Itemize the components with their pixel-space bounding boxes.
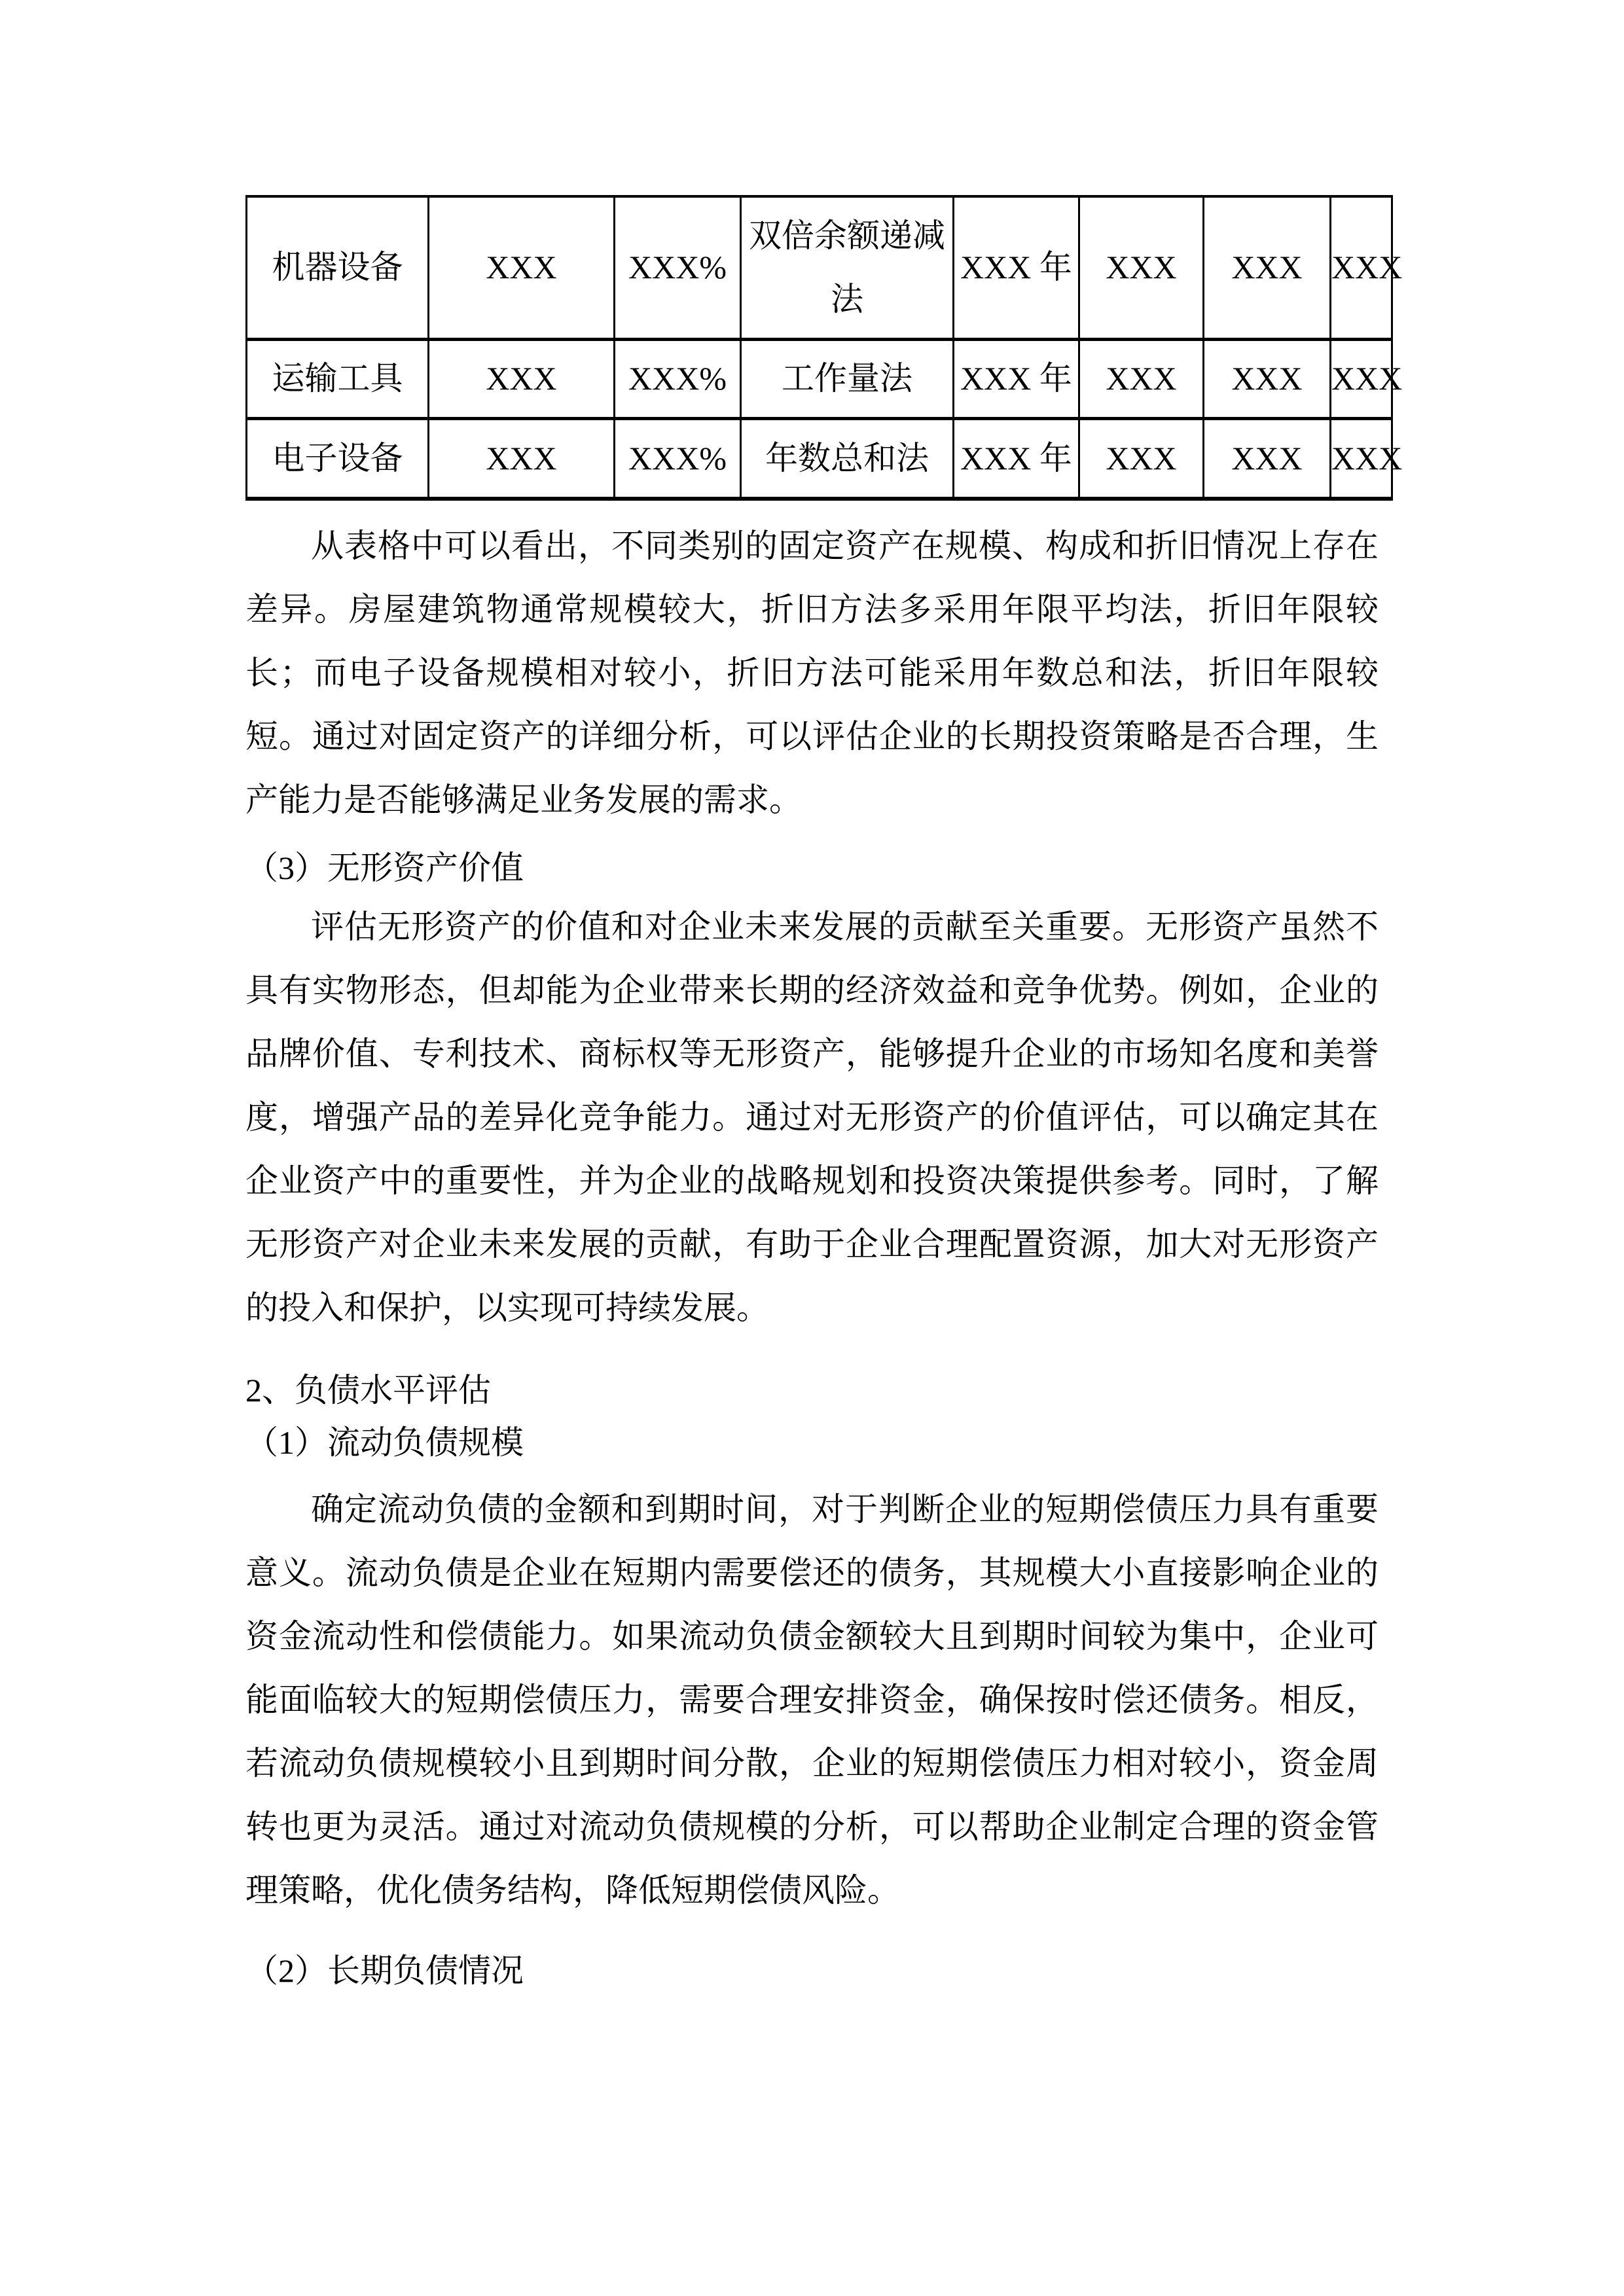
table-cell: 工作量法: [741, 339, 954, 418]
table-cell: XXX: [1079, 418, 1204, 499]
table-cell: 年数总和法: [741, 418, 954, 499]
table-row: [247, 418, 1392, 499]
table-cell: XXX: [1204, 339, 1331, 418]
table-cell: XXX%: [615, 196, 741, 339]
table-cell: 电子设备: [247, 418, 429, 499]
table-row: [247, 339, 1392, 418]
table-cell: 运输工具: [247, 339, 429, 418]
table-cell: XXX: [429, 339, 615, 418]
text-line: 转也更为灵活。通过对流动负债规模的分析，可以帮助企业制定合理的资金管: [245, 1808, 1379, 1845]
paragraph-intangible-asset-analysis: [245, 895, 1379, 1340]
heading-debt-level-assessment: 2、负债水平评估: [245, 1372, 491, 1408]
table-cell: XXX 年: [954, 196, 1079, 339]
table-cell: XXX%: [615, 418, 741, 499]
text-line: 从表格中可以看出，不同类别的固定资产在规模、构成和折旧情况上存在: [311, 528, 1379, 564]
heading-current-liability-scale: （1）流动负债规模: [245, 1424, 524, 1461]
table-cell: 双倍余额递减法: [741, 196, 954, 339]
table-cell: 机器设备: [247, 196, 429, 339]
text-line: 企业资产中的重要性，并为企业的战略规划和投资决策提供参考。同时，了解: [245, 1162, 1379, 1199]
table-cell: XXX 年: [954, 339, 1079, 418]
text-line: 具有实物形态，但却能为企业带来长期的经济效益和竞争优势。例如，企业的: [245, 972, 1379, 1009]
table-cell: XXX: [1204, 418, 1331, 499]
text-line: 理策略，优化债务结构，降低短期偿债风险。: [245, 1872, 900, 1909]
text-line: 无形资产对企业未来发展的贡献，有助于企业合理配置资源，加大对无形资产: [245, 1226, 1379, 1263]
text-line: 确定流动负债的金额和到期时间，对于判断企业的短期偿债压力具有重要: [311, 1491, 1379, 1528]
text-line: 短。通过对固定资产的详细分析，可以评估企业的长期投资策略是否合理，生: [245, 718, 1379, 755]
table-cell: XXX: [1079, 339, 1204, 418]
table-cell: XXX: [1331, 196, 1392, 339]
heading-long-term-liability: （2）长期负债情况: [245, 1952, 524, 1989]
paragraph-fixed-asset-analysis: [245, 514, 1379, 832]
paragraph-current-liability-analysis: [245, 1478, 1379, 1922]
table-cell: XXX 年: [954, 418, 1079, 499]
fixed-asset-table-body: [247, 196, 1403, 499]
text-line: 度，增强产品的差异化竞争能力。通过对无形资产的价值评估，可以确定其在: [245, 1099, 1379, 1136]
text-line: 品牌价值、专利技术、商标权等无形资产，能够提升企业的市场知名度和美誉: [245, 1035, 1379, 1072]
text-line: 意义。流动负债是企业在短期内需要偿还的债务，其规模大小直接影响企业的: [245, 1554, 1379, 1591]
text-line: 评估无形资产的价值和对企业未来发展的贡献至关重要。无形资产虽然不: [311, 908, 1379, 945]
text-line: 资金流动性和偿债能力。如果流动负债金额较大且到期时间较为集中，企业可: [245, 1618, 1379, 1655]
fixed-asset-table: [245, 195, 1403, 501]
table-cell: XXX: [429, 418, 615, 499]
table-cell: XXX: [1331, 418, 1392, 499]
table-row: [247, 196, 1392, 339]
text-line: 若流动负债规模较小且到期时间分散，企业的短期偿债压力相对较小，资金周: [245, 1745, 1379, 1782]
text-line: 的投入和保护，以实现可持续发展。: [245, 1289, 769, 1326]
table-cell: XXX: [1079, 196, 1204, 339]
text-line: 能面临较大的短期偿债压力，需要合理安排资金，确保按时偿还债务。相反，: [245, 1681, 1379, 1718]
table-cell: XXX: [429, 196, 615, 339]
text-line: 产能力是否能够满足业务发展的需求。: [245, 781, 802, 818]
text-line: 差异。房屋建筑物通常规模较大，折旧方法多采用年限平均法，折旧年限较: [245, 591, 1379, 628]
text-line: 长；而电子设备规模相对较小，折旧方法可能采用年数总和法，折旧年限较: [245, 655, 1379, 691]
table-cell: XXX: [1204, 196, 1331, 339]
heading-intangible-asset-value: （3）无形资产价值: [245, 850, 524, 886]
table-cell: XXX: [1331, 339, 1392, 418]
table-cell: XXX%: [615, 339, 741, 418]
